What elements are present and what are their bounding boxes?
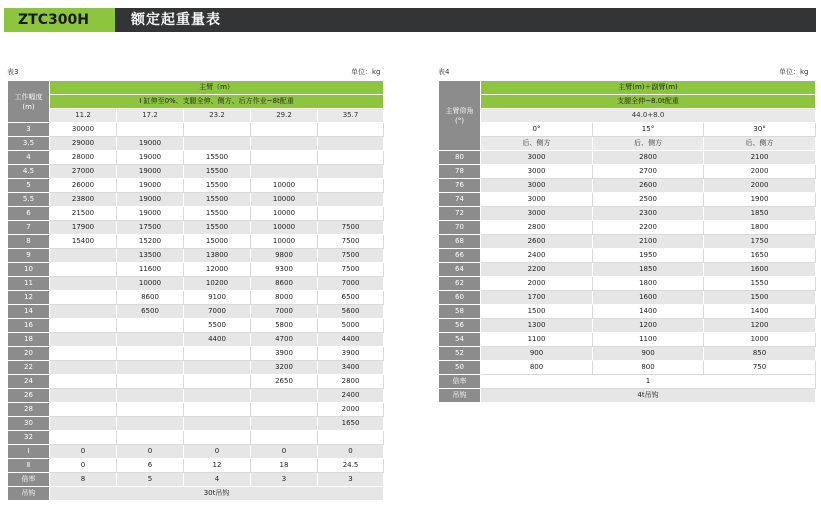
table-row xyxy=(439,165,816,179)
capacity-cell xyxy=(318,431,384,445)
capacity-cell: 3200 xyxy=(251,361,318,375)
capacity-cell xyxy=(50,361,117,375)
capacity-cell xyxy=(184,347,251,361)
capacity-cell: 3900 xyxy=(318,347,384,361)
table-row xyxy=(439,347,816,361)
capacity-cell: 21500 xyxy=(50,207,117,221)
row-label: 58 xyxy=(439,305,481,319)
capacity-cell: 2200 xyxy=(593,221,704,235)
row-label: 30 xyxy=(8,417,50,431)
row-label: 3 xyxy=(8,123,50,137)
capacity-cell: 850 xyxy=(704,347,816,361)
capacity-cell: 800 xyxy=(593,361,704,375)
row-label: 20 xyxy=(8,347,50,361)
capacity-cell: 1850 xyxy=(593,263,704,277)
table3-caption: 表3 xyxy=(7,68,19,76)
capacity-cell: 5 xyxy=(117,473,184,487)
capacity-cell: 6 xyxy=(117,459,184,473)
row-label: 32 xyxy=(8,431,50,445)
row-label: 10 xyxy=(8,263,50,277)
boom-jib-header: 主臂(m)＋副臂(m) xyxy=(481,81,816,95)
capacity-cell: 2400 xyxy=(318,389,384,403)
hook-value: 30t吊钩 xyxy=(50,487,384,501)
hook-row xyxy=(439,389,816,403)
capacity-cell: 3000 xyxy=(481,193,593,207)
row-label: 64 xyxy=(439,263,481,277)
capacity-cell: 2000 xyxy=(318,403,384,417)
row-label: 18 xyxy=(8,333,50,347)
table-row xyxy=(8,291,384,305)
hook-value: 4t吊钩 xyxy=(481,389,816,403)
capacity-cell: 10000 xyxy=(251,179,318,193)
row-label: 50 xyxy=(439,361,481,375)
hook-label: 吊钩 xyxy=(439,389,481,403)
capacity-cell: 7500 xyxy=(318,263,384,277)
capacity-cell: 2000 xyxy=(481,277,593,291)
table-row xyxy=(8,473,384,487)
capacity-cell: 2000 xyxy=(704,165,816,179)
capacity-cell: 28000 xyxy=(50,151,117,165)
capacity-cell: 1550 xyxy=(704,277,816,291)
capacity-cell: 3000 xyxy=(481,179,593,193)
capacity-cell xyxy=(117,417,184,431)
capacity-cell: 2500 xyxy=(593,193,704,207)
capacity-cell xyxy=(318,123,384,137)
page-title: 额定起重量表 xyxy=(131,12,221,28)
hook-label: 吊钩 xyxy=(8,487,50,501)
capacity-cell: 10000 xyxy=(117,277,184,291)
capacity-cell xyxy=(251,137,318,151)
capacity-cell: 1100 xyxy=(593,333,704,347)
capacity-cell: 2600 xyxy=(481,235,593,249)
capacity-cell xyxy=(50,319,117,333)
capacity-cell xyxy=(184,389,251,403)
capacity-cell: 0 xyxy=(117,445,184,459)
row-label: 62 xyxy=(439,277,481,291)
capacity-cell: 23800 xyxy=(50,193,117,207)
row-label: 52 xyxy=(439,347,481,361)
capacity-cell: 15500 xyxy=(184,207,251,221)
capacity-cell: 1200 xyxy=(704,319,816,333)
page-header xyxy=(4,8,816,32)
capacity-cell xyxy=(184,403,251,417)
capacity-cell: 7000 xyxy=(251,305,318,319)
capacity-cell xyxy=(117,123,184,137)
capacity-cell: 19000 xyxy=(117,165,184,179)
model-name: ZTC300H xyxy=(4,8,115,32)
boom-length-header: 11.2 xyxy=(50,109,117,123)
row-label: 72 xyxy=(439,207,481,221)
table-row xyxy=(8,277,384,291)
capacity-cell: 0 xyxy=(50,445,117,459)
row-label: 5 xyxy=(8,179,50,193)
boom-length-header: 23.2 xyxy=(184,109,251,123)
capacity-cell: 13800 xyxy=(184,249,251,263)
capacity-cell: 2100 xyxy=(704,151,816,165)
capacity-cell: 5600 xyxy=(318,305,384,319)
row-label: 74 xyxy=(439,193,481,207)
row-label: 56 xyxy=(439,319,481,333)
rate-value: 1 xyxy=(481,375,816,389)
capacity-cell: 15500 xyxy=(184,193,251,207)
capacity-cell xyxy=(184,361,251,375)
capacity-cell: 0 xyxy=(318,445,384,459)
capacity-cell xyxy=(117,431,184,445)
capacity-cell: 1750 xyxy=(704,235,816,249)
capacity-cell: 7000 xyxy=(184,305,251,319)
radius-header: 工作幅度 (m) xyxy=(8,81,50,123)
capacity-cell: 19000 xyxy=(117,137,184,151)
table-row xyxy=(439,277,816,291)
boom-length-header: 29.2 xyxy=(251,109,318,123)
main-boom-header: 主臂（m） xyxy=(50,81,384,95)
capacity-cell: 2100 xyxy=(593,235,704,249)
table4-caption: 表4 xyxy=(438,68,450,76)
capacity-cell: 5800 xyxy=(251,319,318,333)
capacity-cell: 1800 xyxy=(593,277,704,291)
capacity-cell xyxy=(117,403,184,417)
capacity-cell: 15500 xyxy=(184,151,251,165)
condition-header: Ⅰ 缸伸至0%、支腿全伸、侧方、后方作业~8t配重 xyxy=(50,95,384,109)
table-row xyxy=(8,389,384,403)
table-row xyxy=(8,235,384,249)
capacity-cell: 19000 xyxy=(117,151,184,165)
capacity-cell xyxy=(251,431,318,445)
capacity-cell xyxy=(251,165,318,179)
row-label: 11 xyxy=(8,277,50,291)
capacity-cell: 3000 xyxy=(481,207,593,221)
capacity-cell: 3 xyxy=(251,473,318,487)
capacity-cell: 19000 xyxy=(117,179,184,193)
capacity-cell: 4700 xyxy=(251,333,318,347)
row-label: 4 xyxy=(8,151,50,165)
capacity-cell xyxy=(50,417,117,431)
row-label: 3.5 xyxy=(8,137,50,151)
table-row xyxy=(8,179,384,193)
capacity-cell: 2300 xyxy=(593,207,704,221)
capacity-cell: 15500 xyxy=(184,165,251,179)
table-row xyxy=(8,431,384,445)
row-label: 9 xyxy=(8,249,50,263)
capacity-cell: 15000 xyxy=(184,235,251,249)
capacity-cell: 900 xyxy=(481,347,593,361)
table-row xyxy=(8,445,384,459)
capacity-cell: 3 xyxy=(318,473,384,487)
table-row xyxy=(8,207,384,221)
capacity-cell: 4400 xyxy=(318,333,384,347)
capacity-cell: 1650 xyxy=(318,417,384,431)
capacity-cell: 10000 xyxy=(251,207,318,221)
capacity-cell xyxy=(184,137,251,151)
condition-header: 支腿全伸~8.0t配重 xyxy=(481,95,816,109)
capacity-cell: 1300 xyxy=(481,319,593,333)
capacity-cell xyxy=(50,333,117,347)
capacity-cell xyxy=(318,137,384,151)
direction-header: 后、侧方 xyxy=(593,137,704,151)
row-label: 26 xyxy=(8,389,50,403)
capacity-cell: 27000 xyxy=(50,165,117,179)
row-label: 54 xyxy=(439,333,481,347)
capacity-cell: 2200 xyxy=(481,263,593,277)
row-label: 66 xyxy=(439,249,481,263)
table-row xyxy=(8,249,384,263)
capacity-cell: 15500 xyxy=(184,221,251,235)
capacity-cell xyxy=(117,333,184,347)
row-label: 24 xyxy=(8,375,50,389)
capacity-cell xyxy=(184,431,251,445)
jib-angle-header: 0° xyxy=(481,123,593,137)
capacity-cell: 11600 xyxy=(117,263,184,277)
table-row xyxy=(8,459,384,473)
row-label: 80 xyxy=(439,151,481,165)
capacity-cell: 7500 xyxy=(318,235,384,249)
boom-length-header: 17.2 xyxy=(117,109,184,123)
row-label: 8 xyxy=(8,235,50,249)
capacity-cell xyxy=(117,319,184,333)
capacity-cell: 1200 xyxy=(593,319,704,333)
capacity-cell: 29000 xyxy=(50,137,117,151)
capacity-cell: 17900 xyxy=(50,221,117,235)
row-label: 14 xyxy=(8,305,50,319)
capacity-cell: 1500 xyxy=(704,291,816,305)
table-row xyxy=(439,207,816,221)
capacity-cell: 1400 xyxy=(593,305,704,319)
capacity-cell: 8600 xyxy=(117,291,184,305)
capacity-cell: 9100 xyxy=(184,291,251,305)
table-row xyxy=(439,263,816,277)
capacity-cell: 26000 xyxy=(50,179,117,193)
capacity-cell: 1600 xyxy=(704,263,816,277)
capacity-cell xyxy=(318,165,384,179)
table-row xyxy=(8,361,384,375)
capacity-cell xyxy=(117,375,184,389)
capacity-cell: 12000 xyxy=(184,263,251,277)
capacity-cell: 1100 xyxy=(481,333,593,347)
capacity-cell: 6500 xyxy=(318,291,384,305)
capacity-cell: 17500 xyxy=(117,221,184,235)
capacity-cell: 4 xyxy=(184,473,251,487)
table-row xyxy=(439,151,816,165)
capacity-cell: 7500 xyxy=(318,221,384,235)
table-row xyxy=(8,403,384,417)
capacity-cell: 8600 xyxy=(251,277,318,291)
table-row xyxy=(8,151,384,165)
table-row xyxy=(439,361,816,375)
capacity-cell: 19000 xyxy=(117,193,184,207)
capacity-cell xyxy=(117,361,184,375)
capacity-cell: 9800 xyxy=(251,249,318,263)
row-label: 7 xyxy=(8,221,50,235)
table3-unit: 单位：kg xyxy=(351,68,381,76)
capacity-cell: 10000 xyxy=(251,221,318,235)
capacity-cell xyxy=(50,249,117,263)
row-label: Ⅰ xyxy=(8,445,50,459)
row-label: 28 xyxy=(8,403,50,417)
capacity-cell: 24.5 xyxy=(318,459,384,473)
capacity-cell: 15500 xyxy=(184,179,251,193)
load-chart-table4 xyxy=(438,80,816,403)
capacity-cell xyxy=(318,151,384,165)
hook-row xyxy=(8,487,384,501)
capacity-cell xyxy=(117,389,184,403)
capacity-cell: 13500 xyxy=(117,249,184,263)
table-row xyxy=(439,333,816,347)
table-row xyxy=(8,123,384,137)
capacity-cell: 1600 xyxy=(593,291,704,305)
capacity-cell xyxy=(251,403,318,417)
capacity-cell xyxy=(50,263,117,277)
capacity-cell: 6500 xyxy=(117,305,184,319)
capacity-cell: 19000 xyxy=(117,207,184,221)
table-row xyxy=(8,417,384,431)
capacity-cell: 2000 xyxy=(704,179,816,193)
capacity-cell: 1800 xyxy=(704,221,816,235)
row-label: Ⅱ xyxy=(8,459,50,473)
capacity-cell: 1700 xyxy=(481,291,593,305)
capacity-cell: 30000 xyxy=(50,123,117,137)
table-row xyxy=(8,375,384,389)
capacity-cell: 2600 xyxy=(593,179,704,193)
capacity-cell xyxy=(50,305,117,319)
capacity-cell: 7000 xyxy=(318,277,384,291)
capacity-cell: 10200 xyxy=(184,277,251,291)
table-row xyxy=(8,333,384,347)
table-row xyxy=(8,319,384,333)
table-row xyxy=(439,235,816,249)
capacity-cell: 5000 xyxy=(318,319,384,333)
direction-header: 后、侧方 xyxy=(704,137,816,151)
table-row xyxy=(8,137,384,151)
capacity-cell xyxy=(318,179,384,193)
capacity-cell: 800 xyxy=(481,361,593,375)
table-row xyxy=(8,263,384,277)
table-row xyxy=(439,319,816,333)
table-row xyxy=(8,305,384,319)
row-label: 78 xyxy=(439,165,481,179)
capacity-cell: 5500 xyxy=(184,319,251,333)
rate-label: 倍率 xyxy=(439,375,481,389)
row-label: 76 xyxy=(439,179,481,193)
capacity-cell: 900 xyxy=(593,347,704,361)
table-row xyxy=(8,347,384,361)
capacity-cell xyxy=(50,389,117,403)
capacity-cell: 3900 xyxy=(251,347,318,361)
capacity-cell xyxy=(50,403,117,417)
row-label: 68 xyxy=(439,235,481,249)
row-label: 70 xyxy=(439,221,481,235)
config-header: 44.0+8.0 xyxy=(481,109,816,123)
capacity-cell: 15400 xyxy=(50,235,117,249)
capacity-cell: 1000 xyxy=(704,333,816,347)
capacity-cell: 0 xyxy=(50,459,117,473)
capacity-cell xyxy=(50,347,117,361)
capacity-cell: 3000 xyxy=(481,165,593,179)
capacity-cell: 10000 xyxy=(251,193,318,207)
capacity-cell xyxy=(50,431,117,445)
row-label: 12 xyxy=(8,291,50,305)
capacity-cell: 750 xyxy=(704,361,816,375)
table-row xyxy=(439,221,816,235)
row-label: 16 xyxy=(8,319,50,333)
load-chart-table3 xyxy=(7,80,384,501)
capacity-cell: 0 xyxy=(251,445,318,459)
table-row xyxy=(439,291,816,305)
capacity-cell xyxy=(184,417,251,431)
capacity-cell xyxy=(184,123,251,137)
capacity-cell: 10000 xyxy=(251,235,318,249)
rate-row xyxy=(439,375,816,389)
row-label: 5.5 xyxy=(8,193,50,207)
capacity-cell: 2400 xyxy=(481,249,593,263)
capacity-cell: 2800 xyxy=(481,221,593,235)
capacity-cell: 0 xyxy=(184,445,251,459)
angle-header: 主臂仰角 (°) xyxy=(439,81,481,151)
table-row xyxy=(439,179,816,193)
row-label: 4.5 xyxy=(8,165,50,179)
capacity-cell xyxy=(251,123,318,137)
capacity-cell: 2800 xyxy=(318,375,384,389)
capacity-cell: 7500 xyxy=(318,249,384,263)
capacity-cell xyxy=(184,375,251,389)
capacity-cell xyxy=(318,193,384,207)
capacity-cell: 1400 xyxy=(704,305,816,319)
boom-length-header: 35.7 xyxy=(318,109,384,123)
capacity-cell xyxy=(251,389,318,403)
capacity-cell: 1850 xyxy=(704,207,816,221)
capacity-cell xyxy=(50,375,117,389)
capacity-cell: 1500 xyxy=(481,305,593,319)
capacity-cell: 12 xyxy=(184,459,251,473)
table-row xyxy=(439,193,816,207)
jib-angle-header: 15° xyxy=(593,123,704,137)
capacity-cell: 3000 xyxy=(481,151,593,165)
row-label: 倍率 xyxy=(8,473,50,487)
table4-unit: 单位：kg xyxy=(779,68,809,76)
capacity-cell xyxy=(117,347,184,361)
capacity-cell: 1900 xyxy=(704,193,816,207)
capacity-cell xyxy=(251,417,318,431)
direction-header: 后、侧方 xyxy=(481,137,593,151)
table-row xyxy=(8,165,384,179)
capacity-cell: 8 xyxy=(50,473,117,487)
capacity-cell: 1650 xyxy=(704,249,816,263)
capacity-cell xyxy=(50,277,117,291)
capacity-cell: 2650 xyxy=(251,375,318,389)
capacity-cell: 8000 xyxy=(251,291,318,305)
capacity-cell: 4400 xyxy=(184,333,251,347)
row-label: 6 xyxy=(8,207,50,221)
capacity-cell xyxy=(50,291,117,305)
capacity-cell: 15200 xyxy=(117,235,184,249)
capacity-cell: 2800 xyxy=(593,151,704,165)
capacity-cell: 9300 xyxy=(251,263,318,277)
row-label: 22 xyxy=(8,361,50,375)
table-row xyxy=(8,221,384,235)
capacity-cell: 2700 xyxy=(593,165,704,179)
capacity-cell: 1950 xyxy=(593,249,704,263)
table-row xyxy=(439,249,816,263)
capacity-cell xyxy=(251,151,318,165)
row-label: 60 xyxy=(439,291,481,305)
capacity-cell: 3400 xyxy=(318,361,384,375)
table-row xyxy=(8,193,384,207)
capacity-cell: 18 xyxy=(251,459,318,473)
jib-angle-header: 30° xyxy=(704,123,816,137)
capacity-cell xyxy=(318,207,384,221)
table-row xyxy=(439,305,816,319)
